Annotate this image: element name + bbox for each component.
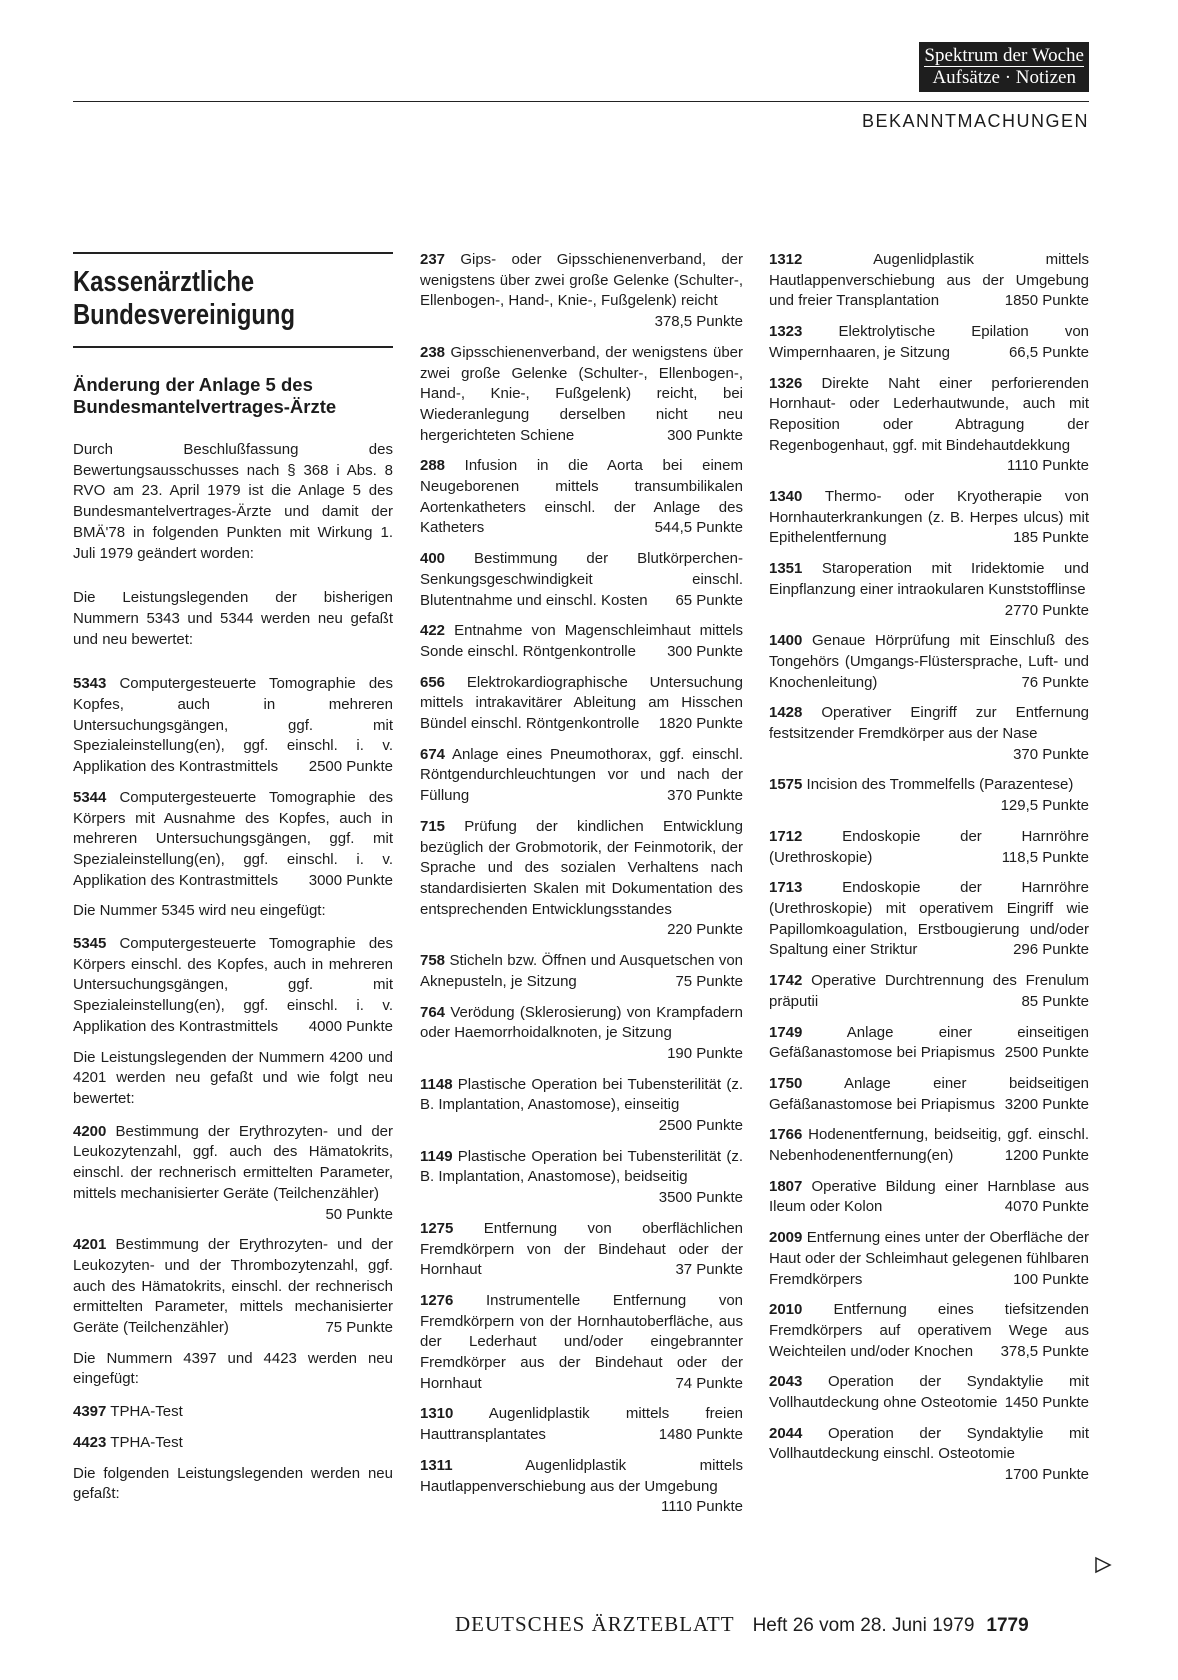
org-rule-top xyxy=(73,252,393,254)
entry-text: Plastische Operation bei Tubensterilität (z. B. Implantation, Anastomose), einseitig xyxy=(420,1075,743,1114)
entry-text: Computergesteuerte Tomographie des Körpers einschl. des Kopfes, auch in mehreren Untersuchungsgängen, ggf. mit Spezialeinstellung(en), ggf. einschl. i. v. Applikation des Kontrastmittels xyxy=(73,935,394,1035)
entry-text: Entfernung eines unter der Oberfläche der Haut oder der Schleimhaut gelegenen fühlbaren Fremdkörpers xyxy=(769,1229,1090,1288)
entry-number: 5345 xyxy=(73,935,107,953)
entry-4200 xyxy=(73,1122,393,1226)
org-line-2: Bundesvereinigung xyxy=(73,299,295,331)
entry-points: 1110 Punkte xyxy=(660,1498,743,1516)
entry-points: 185 Punkte xyxy=(1013,529,1089,547)
entry-number: 1310 xyxy=(420,1405,454,1423)
entry-number: 1713 xyxy=(769,879,803,897)
entry-1340 xyxy=(769,487,1089,549)
entry-text: Bestimmung der Erythrozyten- und der Leukozyten- und der Thrombozytenzahl, ggf. auch des Hämatokrits, einschl. der rechnerisch ermittelten Parameter, mittels mechanisierter Geräte (Teilchenzähler) xyxy=(73,1236,393,1337)
entry-text: Elektrokardiographische Untersuchung mittels intrakavitärer Ableitung am Hisschen Bündel einschl. Röntgenkontrolle xyxy=(420,673,743,733)
entry-4397 xyxy=(73,1402,393,1423)
entry-1148 xyxy=(420,1075,743,1137)
triangle-right-icon xyxy=(1094,1556,1112,1574)
entry-text: Incision des Trommelfells (Parazentese) xyxy=(806,776,1074,794)
entry-number: 1400 xyxy=(769,632,803,650)
entry-text: Endoskopie der Harnröhre (Urethroskopie) xyxy=(769,827,1090,866)
paragraph-legends-5343-5344: Die Leistungslegenden der bisherigen Nummern 5343 und 5344 werden neu gefaßt und neu bewertet: xyxy=(73,589,393,648)
entry-4423 xyxy=(73,1433,393,1454)
entry-400 xyxy=(420,549,743,611)
org-line-1: Kassenärztliche xyxy=(73,266,255,298)
entry-points: 2500 Punkte xyxy=(308,758,393,776)
entry-1149 xyxy=(420,1147,743,1209)
entry-text: Instrumentelle Entfernung von Fremdkörpern von der Hornhautoberfläche, aus der Lederhaut und/oder eingebrannter Fremdkörper aus der Bindehaut oder der Hornhaut xyxy=(420,1291,744,1392)
entry-text: Direkte Naht einer perforierenden Hornhaut- oder Lederhautwunde, auch mit Reposition oder Abtragung der Regenbogenhaut, ggf. mit Bindehautdekkung xyxy=(769,374,1089,454)
entry-1807 xyxy=(769,1177,1089,1218)
entry-number: 1340 xyxy=(769,488,803,506)
entry-points: 1850 Punkte xyxy=(1004,292,1089,310)
entry-number: 1351 xyxy=(769,560,803,578)
entry-238 xyxy=(420,343,743,447)
entry-points: 76 Punkte xyxy=(1021,673,1089,691)
entry-points: 50 Punkte xyxy=(325,1205,393,1223)
entry-1750 xyxy=(769,1074,1089,1115)
entry-number: 2044 xyxy=(769,1424,803,1442)
entry-number: 238 xyxy=(420,343,446,361)
entry-number: 1326 xyxy=(769,374,803,392)
entry-number: 1323 xyxy=(769,323,803,341)
entry-1323 xyxy=(769,322,1089,363)
entry-points: 100 Punkte xyxy=(1013,1270,1089,1288)
entry-4201 xyxy=(73,1235,393,1339)
entry-points: 85 Punkte xyxy=(1021,992,1089,1010)
entry-points: 75 Punkte xyxy=(325,1319,393,1337)
entry-number: 758 xyxy=(420,952,446,970)
entry-points: 544,5 Punkte xyxy=(654,519,743,537)
entry-points: 296 Punkte xyxy=(1013,941,1089,959)
entry-2044 xyxy=(769,1424,1089,1486)
entry-points: 75 Punkte xyxy=(675,972,743,990)
entry-text: Gipsschienenverband, der wenigstens über zwei große Gelenke (Schulter-, Ellenbogen-, Hand-, Knie-, Fußgelenk) reicht, bei Wiederanlegung derselben nicht neu hergerichteten Schiene xyxy=(420,343,744,444)
entry-5345 xyxy=(73,934,393,1038)
entry-points: 3200 Punkte xyxy=(1004,1095,1089,1113)
entry-points: 190 Punkte xyxy=(667,1044,743,1062)
paragraph-following-legends: Die folgenden Leistungslegenden werden neu gefaßt: xyxy=(73,1464,393,1503)
entry-number: 1149 xyxy=(420,1147,453,1165)
entry-points: 300 Punkte xyxy=(667,426,743,444)
entry-text: Augenlidplastik mittels Hautlappenverschiebung aus der Umgebung und freier Transplantation xyxy=(769,251,1089,310)
entry-points: 74 Punkte xyxy=(675,1374,743,1392)
entry-points: 300 Punkte xyxy=(667,642,743,660)
entry-1749 xyxy=(769,1023,1089,1064)
entry-number: 422 xyxy=(420,622,446,640)
entry-1742 xyxy=(769,971,1089,1012)
entry-points: 2770 Punkte xyxy=(1004,601,1089,619)
entry-number: 5343 xyxy=(73,675,107,693)
entry-758 xyxy=(420,951,743,992)
entry-text: Operative Bildung einer Harnblase aus Ileum oder Kolon xyxy=(769,1177,1090,1216)
entry-1351 xyxy=(769,559,1089,621)
entry-1310 xyxy=(420,1404,743,1445)
entry-points: 1110 Punkte xyxy=(1006,457,1089,475)
entry-number: 2043 xyxy=(769,1373,803,1391)
entry-points: 370 Punkte xyxy=(1013,745,1089,763)
article-subheading xyxy=(73,374,393,418)
entry-number: 1750 xyxy=(769,1074,803,1092)
entry-text: Anlage einer einseitigen Gefäßanastomose bei Priapismus xyxy=(769,1023,1090,1062)
entry-number: 1749 xyxy=(769,1023,803,1041)
entry-237 xyxy=(420,250,743,333)
entry-number: 715 xyxy=(420,817,446,835)
entry-text: Entfernung von oberflächlichen Fremdkörpern von der Bindehaut oder der Hornhaut xyxy=(420,1219,743,1279)
paragraph-new-4397-4423: Die Nummern 4397 und 4423 werden neu eingefügt: xyxy=(73,1349,393,1388)
entry-number: 1766 xyxy=(769,1126,803,1144)
entry-1712 xyxy=(769,827,1089,868)
entry-text: Hodenentfernung, beidseitig, ggf. einschl. Nebenhodenentfernung(en) xyxy=(769,1126,1089,1165)
entry-number: 2010 xyxy=(769,1301,803,1319)
page-number: 1779 xyxy=(986,1615,1029,1636)
paragraph-legends-4200-4201: Die Leistungslegenden der Nummern 4200 und 4201 werden neu gefaßt und wie folgt neu bewertet: xyxy=(73,1048,393,1107)
header-rule xyxy=(73,101,1089,102)
entry-number: 1148 xyxy=(420,1075,453,1093)
entry-number: 4397 xyxy=(73,1403,107,1421)
entry-number: 1575 xyxy=(769,776,803,794)
entry-number: 1312 xyxy=(769,251,803,268)
entry-text: Operativer Eingriff zur Entfernung festsitzender Fremdkörper aus der Nase xyxy=(769,704,1090,743)
entry-764 xyxy=(420,1003,743,1065)
entry-text: TPHA-Test xyxy=(110,1403,183,1421)
entry-number: 2009 xyxy=(769,1229,803,1247)
entry-1275 xyxy=(420,1219,743,1281)
paragraph-new-5345: Die Nummer 5345 wird neu eingefügt: xyxy=(73,902,326,920)
entry-2010 xyxy=(769,1300,1089,1362)
entry-text: Thermo- oder Kryotherapie von Hornhauterkrankungen (z. B. Herpes ulcus) mit Epithelentfernung xyxy=(769,488,1089,547)
entry-number: 4201 xyxy=(73,1236,107,1254)
organization-name xyxy=(73,266,393,332)
entry-text: Augenlidplastik mittels Hautlappenverschiebung aus der Umgebung xyxy=(420,1456,744,1495)
column-2 xyxy=(420,250,743,1528)
entry-number: 237 xyxy=(420,251,446,268)
entry-text: Computergesteuerte Tomographie des Körpers mit Ausnahme des Kopfes, auch in mehreren Untersuchungsgängen, ggf. mit Spezialeinstellung(en), ggf. einschl. i. v. Applikation des Kontrastmittels xyxy=(73,788,394,889)
entry-text: TPHA-Test xyxy=(110,1433,183,1451)
entry-text: Bestimmung der Blutkörperchen-Senkungsgeschwindigkeit einschl. Blutentnahme und einschl. Kosten xyxy=(420,550,743,609)
badge-line-2: Aufsätze · Notizen xyxy=(924,66,1084,88)
entry-text: Operation der Syndaktylie mit Vollhautdeckung ohne Osteotomie xyxy=(769,1373,1089,1412)
entry-text: Genaue Hörprüfung mit Einschluß des Tongehörs (Umgangs-Flüstersprache, Luft- und Knochenleitung) xyxy=(769,632,1089,691)
entry-422 xyxy=(420,621,743,662)
entry-2009 xyxy=(769,1228,1089,1290)
entry-text: Computergesteuerte Tomographie des Kopfes, auch in mehreren Untersuchungsgängen, ggf. mit Spezialeinstellung(en), ggf. einschl. i. v. Applikation des Kontrastmittels xyxy=(73,675,394,776)
entry-656 xyxy=(420,673,743,735)
entry-text: Elektrolytische Epilation von Wimpernhaaren, je Sitzung xyxy=(769,323,1090,361)
intro-paragraph: Durch Beschlußfassung des Bewertungsausschusses nach § 368 i Abs. 8 RVO am 23. April 1979 ist die Anlage 5 des Bundesmantelvertrages-Ärzte und damit der BMÄ'78 in folgenden Punkten mit Wirkung 1. Juli 1979 geändert worden: xyxy=(73,441,393,562)
entry-points: 37 Punkte xyxy=(675,1261,743,1279)
entry-text: Anlage einer beidseitigen Gefäßanastomose bei Priapismus xyxy=(769,1074,1089,1113)
entry-number: 1276 xyxy=(420,1291,454,1309)
entry-number: 4200 xyxy=(73,1122,107,1140)
entry-text: Operation der Syndaktylie mit Vollhautdeckung einschl. Osteotomie xyxy=(769,1424,1089,1463)
badge-line-1: Spektrum der Woche xyxy=(924,45,1084,66)
entry-points: 3000 Punkte xyxy=(308,871,393,889)
entry-number: 288 xyxy=(420,457,446,475)
journal-name: DEUTSCHES ÄRZTEBLATT xyxy=(455,1612,735,1636)
entry-5344 xyxy=(73,788,393,892)
entry-number: 1275 xyxy=(420,1219,454,1237)
entry-number: 5344 xyxy=(73,788,107,806)
org-rule-bottom xyxy=(73,346,393,348)
section-badge xyxy=(919,42,1089,92)
entry-1766 xyxy=(769,1125,1089,1166)
subheading-line-2: Bundesmantelvertrages-Ärzte xyxy=(73,396,337,417)
entry-text: Verödung (Sklerosierung) von Krampfadern oder Haemorrhoidalknoten, je Sitzung xyxy=(420,1003,743,1042)
entry-number: 764 xyxy=(420,1003,446,1021)
entry-points: 1480 Punkte xyxy=(658,1426,743,1444)
issue-info: Heft 26 vom 28. Juni 1979 xyxy=(752,1615,975,1636)
entry-1575 xyxy=(769,775,1089,816)
page-footer xyxy=(455,1612,1029,1637)
entry-number: 674 xyxy=(420,745,446,763)
entry-text: Gips- oder Gipsschienenverband, der wenigstens über zwei große Gelenke (Schulter-, Ellenbogen-, Hand-, Knie-, Fußgelenk) reicht xyxy=(420,251,743,310)
entry-points: 378,5 Punkte xyxy=(654,313,743,331)
entry-text: Operative Durchtrennung des Frenulum präputii xyxy=(769,972,1089,1010)
entry-points: 3500 Punkte xyxy=(658,1189,743,1207)
subheading-line-1: Änderung der Anlage 5 des xyxy=(73,374,313,395)
entry-points: 1450 Punkte xyxy=(1004,1394,1089,1412)
entry-points: 220 Punkte xyxy=(667,921,743,939)
entry-1713 xyxy=(769,878,1089,961)
entry-number: 4423 xyxy=(73,1433,107,1451)
entry-715 xyxy=(420,817,743,941)
entry-text: Staroperation mit Iridektomie und Einpflanzung einer intraokularen Kunststofflinse xyxy=(769,560,1089,598)
entry-1326 xyxy=(769,374,1089,478)
entry-number: 1712 xyxy=(769,827,803,845)
entry-text: Entfernung eines tiefsitzenden Fremdkörpers auf operativem Wege aus Weichteilen und/oder Knochen xyxy=(769,1301,1090,1360)
entry-points: 1700 Punkte xyxy=(1004,1466,1089,1484)
entry-2043 xyxy=(769,1372,1089,1413)
entry-1311 xyxy=(420,1456,743,1518)
entry-points: 2500 Punkte xyxy=(1004,1044,1089,1062)
entry-points: 378,5 Punkte xyxy=(1000,1342,1089,1360)
entry-points: 4000 Punkte xyxy=(308,1017,393,1035)
entry-text: Prüfung der kindlichen Entwicklung bezüglich der Grobmotorik, der Feinmotorik, der Sprache und des sozialen Verhaltens nach standardisierten Skalen mit Dokumentation des entsprechenden Entwicklungsstandes xyxy=(420,817,743,918)
entry-text: Entnahme von Magenschleimhaut mittels Sonde einschl. Röntgenkontrolle xyxy=(420,622,743,660)
entry-number: 1742 xyxy=(769,972,803,990)
entry-points: 370 Punkte xyxy=(667,787,743,805)
entry-points: 1200 Punkte xyxy=(1004,1147,1089,1165)
entry-number: 656 xyxy=(420,673,446,691)
entry-674 xyxy=(420,745,743,807)
entry-1400 xyxy=(769,631,1089,693)
section-title: BEKANNTMACHUNGEN xyxy=(861,111,1089,131)
entry-5343 xyxy=(73,674,393,778)
entry-1428 xyxy=(769,703,1089,765)
entry-points: 129,5 Punkte xyxy=(1000,797,1089,815)
entry-text: Endoskopie der Harnröhre (Urethroskopie) mit operativem Eingriff wie Papillomkoagulation, Erstbougierung und/oder Spaltung einer Striktur xyxy=(769,879,1090,959)
entry-288 xyxy=(420,456,743,539)
entry-number: 1428 xyxy=(769,704,803,722)
entry-text: Sticheln bzw. Öffnen und Ausquetschen von Aknepusteln, je Sitzung xyxy=(420,952,743,990)
entry-points: 4070 Punkte xyxy=(1004,1198,1089,1216)
column-3 xyxy=(769,250,1089,1496)
entry-points: 2500 Punkte xyxy=(658,1117,743,1135)
entry-number: 1807 xyxy=(769,1177,803,1195)
entry-points: 66,5 Punkte xyxy=(1008,343,1089,361)
entry-number: 400 xyxy=(420,550,446,568)
entry-points: 118,5 Punkte xyxy=(1001,848,1089,866)
entry-1312 xyxy=(769,250,1089,312)
entry-text: Anlage eines Pneumothorax, ggf. einschl. Röntgendurchleuchtungen vor und nach der Füllung xyxy=(420,745,744,805)
entry-points: 1820 Punkte xyxy=(658,715,743,733)
entry-text: Augenlidplastik mittels freien Hauttransplantates xyxy=(420,1405,743,1444)
entry-text: Infusion in die Aorta bei einem Neugeborenen mittels transumbilikalen Aortenkatheters einschl. der Anlage des Katheters xyxy=(420,457,743,537)
column-1 xyxy=(73,250,393,1517)
entry-points: 65 Punkte xyxy=(675,591,743,609)
entry-text: Plastische Operation bei Tubensterilität (z. B. Implantation, Anastomose), beidseitig xyxy=(420,1147,743,1186)
entry-number: 1311 xyxy=(420,1456,453,1474)
entry-1276 xyxy=(420,1291,743,1395)
entry-text: Bestimmung der Erythrozyten- und der Leukozytenzahl, ggf. auch des Hämatokrits, einschl. der rechnerisch ermittelten Parameter, mittels mechanisierter Geräte (Teilchenzähler) xyxy=(73,1122,393,1202)
